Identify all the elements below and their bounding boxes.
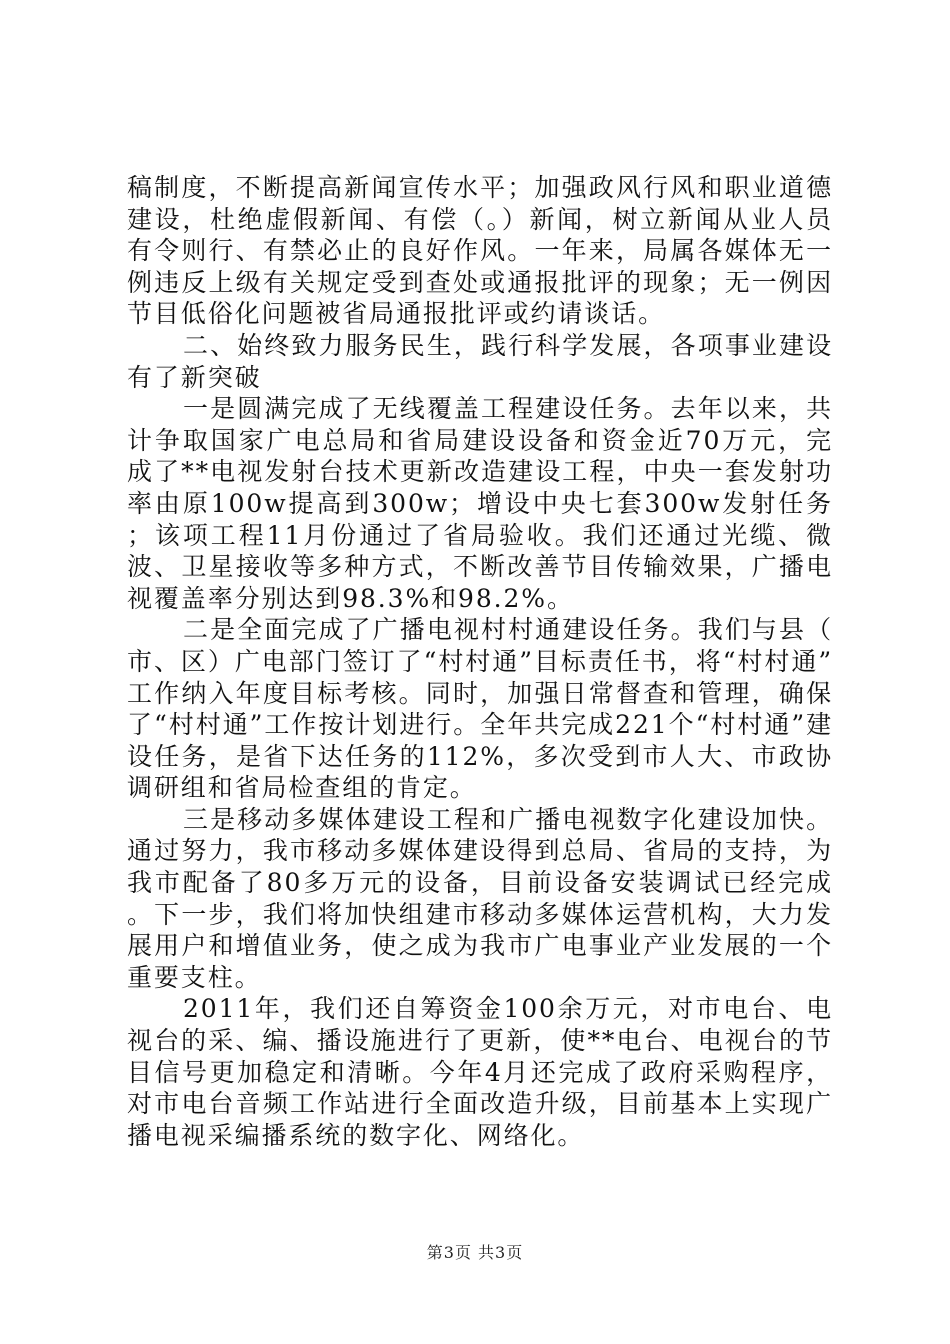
paragraph-1: 稿制度，不断提高新闻宣传水平；加强政风行风和职业道德建设，杜绝虚假新闻、有偿（。）新闻，树立新闻从业人员有令则行、有禁必止的良好作风。一年来，局属各媒体无一例违反上级有关规定受到查处或通报批评的现象；无一例因节目低俗化问题被省局通报批评或约请谈话。 — [127, 173, 833, 329]
document-body — [127, 172, 833, 1151]
paragraph-5: 三是移动多媒体建设工程和广播电视数字化建设加快。通过努力，我市移动多媒体建设得到总局、省局的支持，为我市配备了80多万元的设备，目前设备安装调试已经完成。下一步，我们将加快组建市移动多媒体运营机构，大力发展用户和增值业务，使之成为我市广电事业产业发展的一个重要支柱。 — [127, 804, 833, 992]
paragraph-4: 二是全面完成了广播电视村村通建设任务。我们与县（市、区）广电部门签订了“村村通”目标责任书，将“村村通”工作纳入年度目标考核。同时，加强日常督查和管理，确保了“村村通”工作按计划进行。全年共完成221个“村村通”建设任务，是省下达任务的112%，多次受到市人大、市政协调研组和省局检查组的肯定。 — [127, 615, 833, 803]
page-number-footer: 第3页 共3页 — [426, 1243, 524, 1262]
paragraph-2-section-heading: 二、始终致力服务民生，践行科学发展，各项事业建设有了新突破 — [127, 330, 833, 392]
paragraph-3: 一是圆满完成了无线覆盖工程建设任务。去年以来，共计争取国家广电总局和省局建设设备和资金近70万元，完成了**电视发射台技术更新改造建设工程，中央一套发射功率由原100w提高到300w；增设中央七套300w发射任务；该项工程11月份通过了省局验收。我们还通过光缆、微波、卫星接收等多种方式，不断改善节目传输效果，广播电视覆盖率分别达到98.3%和98.2%。 — [127, 394, 833, 613]
paragraph-6: 2011年，我们还自筹资金100余万元，对市电台、电视台的采、编、播设施进行了更新，使**电台、电视台的节目信号更加稳定和清晰。今年4月还完成了政府采购程序，对市电台音频工作站进行全面改造升级，目前基本上实现广播电视采编播系统的数字化、网络化。 — [127, 994, 833, 1150]
